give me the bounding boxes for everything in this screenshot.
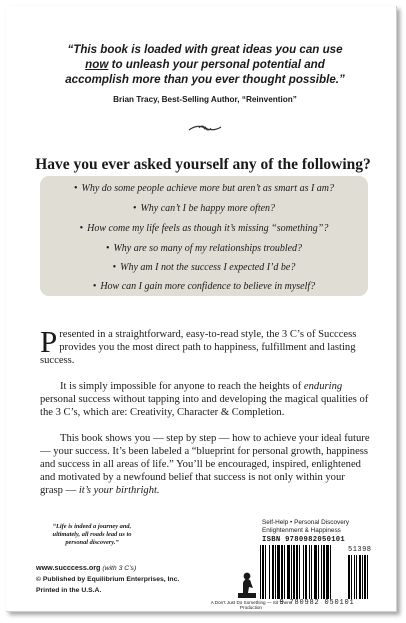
barcode-bar (309, 545, 310, 599)
endorsement-quote (40, 42, 370, 87)
barcode-bar (326, 545, 329, 599)
paragraph-birthright: This book shows you — step by step — how to achieve your ideal future — your success. It’s been labeled a “blueprint for personal growth, happiness and success in all areas of life.” You’ll be encouraged, inspired, enlightened and motivated by a newfound belief that success is not only within your grasp — it’s your birthright. (40, 433, 370, 496)
barcode-bar (287, 545, 290, 599)
bullet: • (132, 203, 137, 214)
publisher-line: © Published by Equilibrium Enterprises, Inc. (36, 576, 180, 583)
questions-box (40, 176, 368, 296)
publisher-info (36, 562, 236, 596)
section-heading: Have you ever asked yourself any of the following? (35, 156, 371, 173)
quote-line-1: “This book is loaded with great ideas you can use (67, 43, 343, 56)
emphasis-birthright: it’s your birthright. (78, 485, 160, 496)
question-item: • How come my life feels as though it’s missing “something”? (79, 223, 329, 234)
barcode-addon-bar (362, 555, 363, 599)
barcode-addon-bar (351, 555, 352, 599)
printed-line: Printed in the U.S.A. (36, 587, 102, 594)
barcode-bar (296, 545, 298, 599)
website-note: (with 3 C’s) (102, 565, 137, 572)
quote-attribution: Brian Tracy, Best-Selling Author, “Reinvention” (113, 95, 297, 104)
barcode-bar (293, 545, 295, 599)
barcode-bar (303, 545, 304, 599)
category-label: Self-Help • Personal Discovery Enlightenment & Happiness (262, 519, 350, 534)
barcode-bar (265, 545, 266, 599)
barcode-bar (291, 545, 292, 599)
barcode-bar (277, 545, 280, 599)
barcode-bar (330, 545, 331, 599)
barcode-bar (275, 545, 276, 599)
barcode-bar (314, 545, 317, 599)
question-item: • Why do some people achieve more but aren’t as smart as I am? (73, 183, 335, 194)
barcode-bar (323, 545, 325, 599)
question-item: • How can I gain more confidence to believe in myself? (92, 281, 316, 292)
bullet: • (105, 243, 110, 254)
paragraph-enduring: It is simply impossible for anyone to reach the heights of enduring personal success without tapping into and developing the magical qualities of the 3 C’s, which are: Creativity, Character & Completion. (40, 381, 369, 418)
barcode-addon-bar (354, 555, 355, 599)
barcode-bar (311, 545, 312, 599)
barcode-bar (318, 545, 319, 599)
barcode-bar (269, 545, 270, 599)
question-item: • Why can’t I be happy more often? (132, 203, 276, 214)
barcode-addon-bar (367, 555, 368, 599)
emphasis-enduring: enduring (303, 381, 343, 392)
paragraph-intro-text: resented in a straightforward, easy-to-read style, the 3 C’s of Succcess provides you the most direct path to happiness, fulfillment and lasting success. (40, 329, 357, 366)
price-code: 51398 (348, 546, 372, 554)
barcode-bar (281, 545, 283, 599)
ornament-icon (185, 122, 225, 134)
question-item: • Why am I not the success I expected I’d be? (112, 262, 296, 273)
barcode-bar (260, 545, 261, 599)
barcode-addon-bar (359, 555, 361, 599)
journey-quote: “Life is indeed a journey and, ultimately, all roads lead us to personal discovery.” (52, 523, 132, 546)
barcode-bar (299, 545, 300, 599)
website-link[interactable]: www.succcess.org (36, 563, 101, 572)
barcode-addon-bar (356, 555, 357, 599)
barcode-bar (305, 545, 307, 599)
quote-line-2 (40, 57, 370, 72)
ean-digits: 9 780982 050101 (279, 599, 355, 607)
quote-line-3: accomplish more than you ever thought possible.” (65, 73, 345, 86)
quote-line-2-rest: to unleash your personal potential and (108, 58, 325, 71)
question-item: • Why are so many of my relationships troubled? (105, 243, 303, 254)
production-tagline: A Don’t Just Do Something — Sit There Production (210, 600, 292, 610)
barcode-bar (262, 545, 264, 599)
bullet: • (112, 262, 117, 273)
barcode-addon-bar (364, 555, 366, 599)
barcode-bar (284, 545, 285, 599)
drop-cap: P (40, 324, 58, 359)
bullet: • (73, 183, 78, 194)
paragraph-intro (40, 324, 370, 367)
barcode-bar (321, 545, 322, 599)
barcode-addon-bar (348, 555, 350, 599)
bullet: • (92, 281, 97, 292)
quote-now-emphasis: now (85, 58, 109, 71)
isbn-number: ISBN 9780982050101 (262, 536, 346, 544)
bullet: • (79, 223, 84, 234)
barcode-bar (272, 545, 274, 599)
